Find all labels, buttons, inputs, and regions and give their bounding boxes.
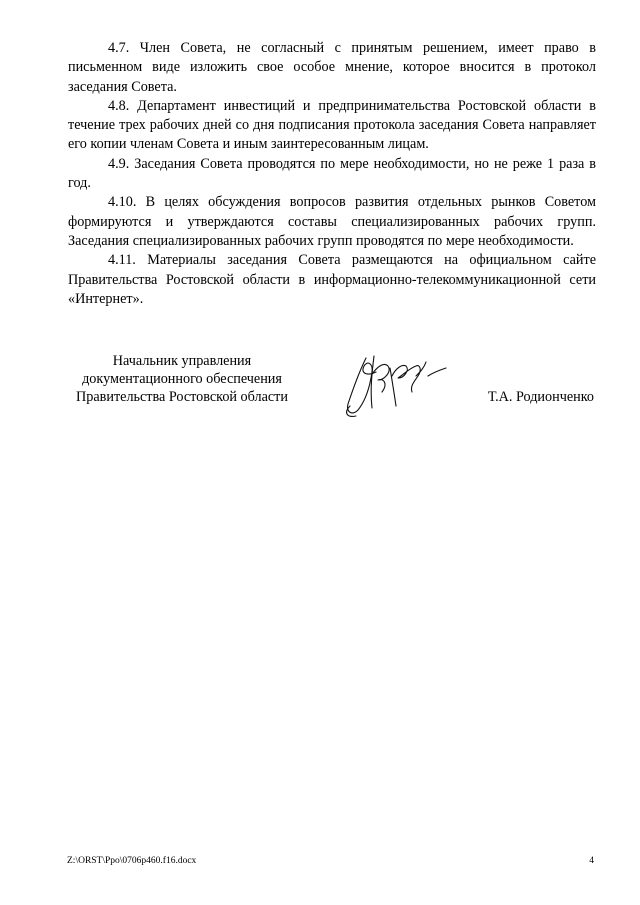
paragraph-4-7: 4.7. Член Совета, не согласный с принятым решением, имеет право в письменном виде изложить свое особое мнение, которое вносится в протокол заседания Совета. [68,40,596,95]
paragraph-4-8: 4.8. Департамент инвестиций и предпринимательства Ростовской области в течение трех рабочих дней со дня подписания протокола заседания Совета направляет его копии членам Совета и иным заинтересованным лицам. [68,97,596,153]
paragraph-4-9: 4.9. Заседания Совета проводятся по мере необходимости, но не реже 1 раза в год. [68,155,596,192]
signatory-position-line: Правительства Ростовской области [76,389,288,405]
footer-file-path: Z:\ORST\Ppo\0706p460.f16.docx [67,856,197,866]
document-body [68,39,596,309]
paragraph-4-11: 4.11. Материалы заседания Совета размещаются на официальном сайте Правительства Ростовской области в информационно-телекоммуникационной сети «Интернет». [68,252,596,307]
handwritten-signature [338,346,453,422]
signatory-position [66,352,298,406]
signatory-position-line: документационного обеспечения [82,371,282,387]
signatory-position-line: Начальник управления [112,353,252,369]
page-number: 4 [589,856,594,866]
paragraph-4-10: 4.10. В целях обсуждения вопросов развития отдельных рынков Советом формируются и утверждаются составы специализированных рабочих групп. Заседания специализированных рабочих групп проводятся по мере необходимости. [68,194,596,249]
signatory-name: Т.А. Родионченко [487,389,594,405]
